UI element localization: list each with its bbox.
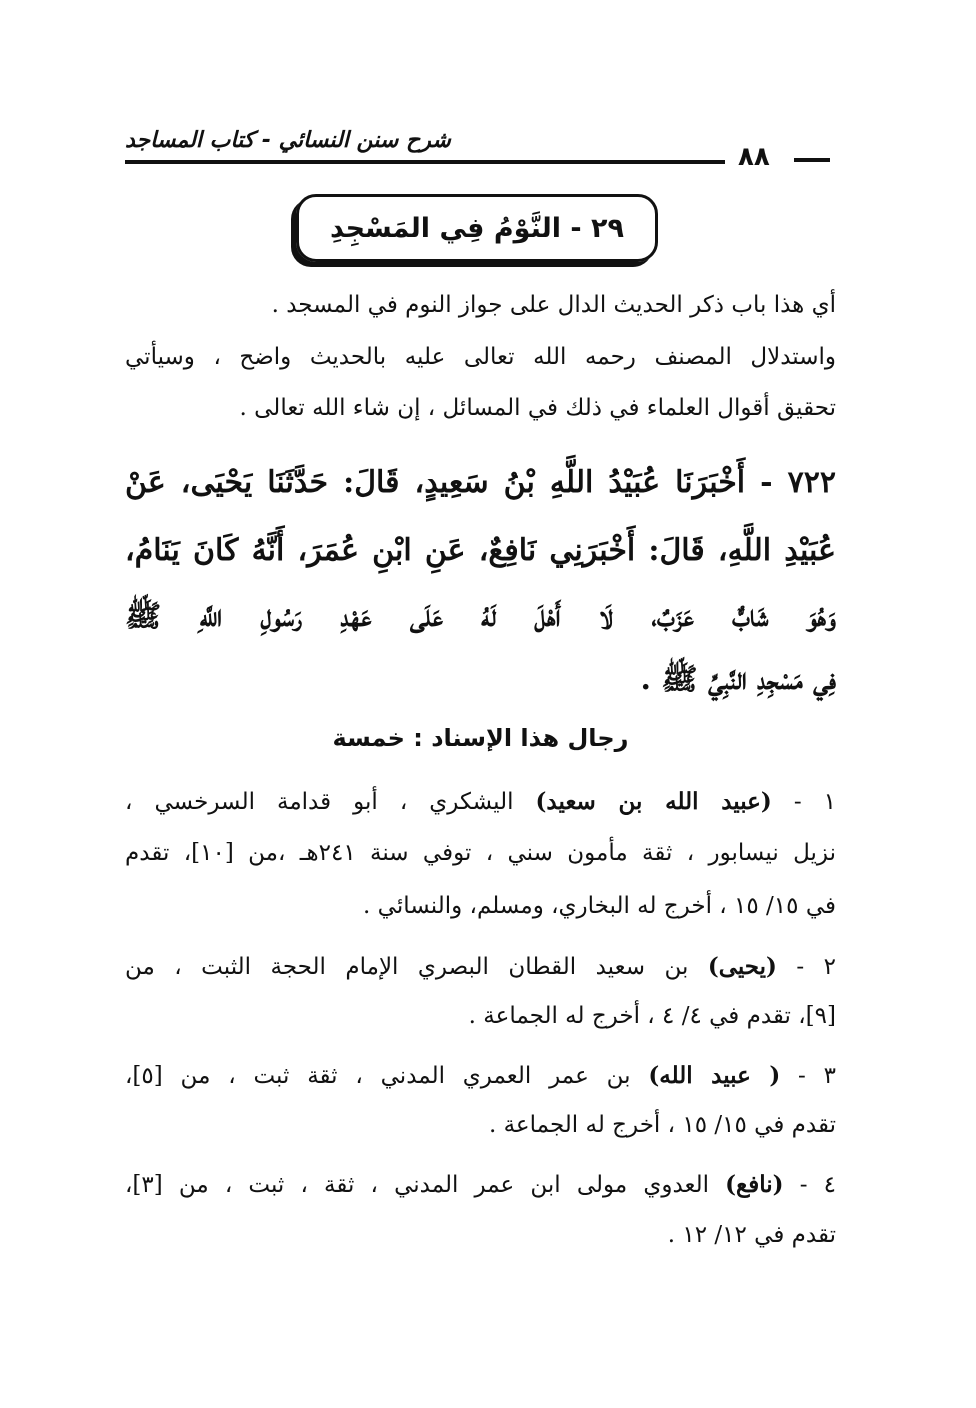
page-number: ٨٨ bbox=[738, 142, 770, 172]
narrator-number: ٤ - bbox=[783, 1172, 836, 1198]
narrator-line bbox=[125, 1064, 836, 1088]
narrator-text: اليشكري ، أبو قدامة السرخسي ، bbox=[125, 789, 536, 815]
narrator-number: ١ - bbox=[771, 789, 836, 815]
narrator-line: تقدم في ١٢/ ١٢ . bbox=[667, 1222, 836, 1248]
narrator-name: (عبيد الله بن سعيد) bbox=[535, 788, 772, 815]
narrator-line: [٩]، تقدم في ٤/ ٤ ، أخرج له الجماعة . bbox=[468, 1003, 836, 1029]
narrator-text: بن سعيد القطان البصري الإمام الحجة الثبت ، من bbox=[125, 954, 708, 980]
narrator-name: (يحيى) bbox=[707, 953, 777, 980]
narrator-number: ٣ - bbox=[780, 1063, 836, 1089]
header-dash bbox=[794, 158, 830, 162]
hadith-line: فِي مَسْجِدِ النَّبِيِّ ﷺ . bbox=[640, 662, 836, 697]
narrator-name: (نافع) bbox=[725, 1171, 784, 1198]
hadith-line: وَهُوَ شَابٌّ عَزَبٌ، لَا أَهْلَ لَهُ عَلَى عَهْدِ رَسُولِ اللَّهِ ﷺ bbox=[125, 599, 836, 634]
narrator-line: في ١٥/ ١٥ ، أخرج له البخاري، ومسلم، والنسائي . bbox=[363, 893, 836, 919]
narrator-number: ٢ - bbox=[776, 954, 836, 980]
intro-line: أي هذا باب ذكر الحديث الدال على جواز النوم في المسجد . bbox=[271, 292, 836, 318]
narrator-text: العدوي مولى ابن عمر المدني ، ثقة ، ثبت ، من [٣]، bbox=[125, 1172, 726, 1198]
narrator-line bbox=[125, 1173, 836, 1197]
narrator-text: بن عمر العمري المدني ، ثقة ثبت ، من [٥]، bbox=[125, 1063, 649, 1089]
narrator-name: ( عبيد الله) bbox=[648, 1062, 781, 1089]
narrators-heading: رجال هذا الإسناد : خمسة bbox=[332, 724, 629, 752]
narrator-line: تقدم في ١٥/ ١٥ ، أخرج له الجماعة . bbox=[488, 1112, 836, 1138]
hadith-line: ٧٢٢ - أَخْبَرَنَا عُبَيْدُ اللَّهِ بْنُ سَعِيدٍ، قَالَ: حَدَّثَنَا يَحْيَى، عَنْ bbox=[125, 465, 836, 500]
header-rule bbox=[125, 160, 725, 164]
chapter-title-box bbox=[296, 194, 658, 262]
intro-line: واستدلال المصنف رحمه الله تعالى عليه بالحديث واضح ، وسيأتي bbox=[125, 344, 836, 370]
running-title: شرح سنن النسائي - كتاب المساجد bbox=[125, 128, 451, 153]
hadith-line: عُبَيْدِ اللَّهِ، قَالَ: أَخْبَرَنِي نَافِعٌ، عَنِ ابْنِ عُمَرَ، أَنَّهُ كَانَ يَنَامُ، bbox=[125, 533, 836, 568]
narrator-line: نزيل نيسابور ، ثقة مأمون سني ، توفي سنة ٢٤١هـ ،من [١٠]، تقدم bbox=[125, 840, 837, 866]
intro-line: تحقيق أقوال العلماء في ذلك في المسائل ، إن شاء الله تعالى . bbox=[239, 395, 836, 421]
narrator-line bbox=[125, 955, 836, 979]
narrator-line bbox=[125, 790, 836, 814]
chapter-title: ٢٩ - النَّوْمُ فِي المَسْجِدِ bbox=[330, 212, 624, 244]
